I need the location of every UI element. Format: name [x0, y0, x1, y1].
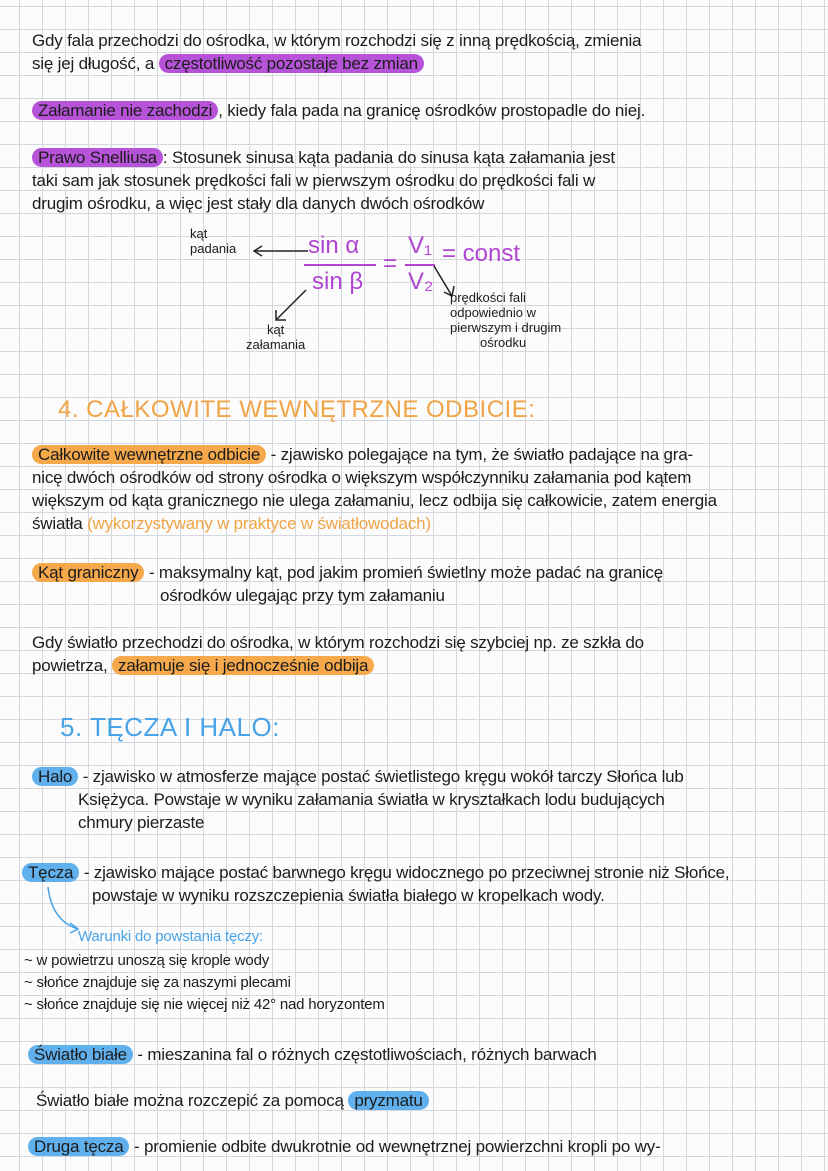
label-line: ośrodku [480, 335, 527, 350]
label-refraction [246, 322, 305, 352]
condition-item: ~ słońce znajduje się za naszymi plecami [24, 974, 291, 991]
p2-text: , kiedy fala pada na granicę ośrodków prostopadle do niej. [218, 101, 646, 120]
highlight-second-rainbow: Druga tęcza [28, 1137, 129, 1156]
p8-line2: powstaje w wyniku rozszczepienia światła białego w kropelkach wody. [92, 886, 605, 905]
formula-const: = const [442, 240, 521, 267]
formula-v1: V₁ [408, 232, 433, 259]
p3-text: : Stosunek sinusa kąta padania do sinusa kąta załamania jest [162, 148, 615, 167]
p3-line2: taki sam jak stosunek prędkości fali w pierwszym ośrodku do prędkości fali w [32, 171, 596, 190]
label-incidence [190, 226, 236, 256]
p6-text: powietrza, [32, 656, 113, 675]
highlight-frequency: częstotliwość pozostaje bez zmian [159, 54, 424, 73]
label-line: załamania [246, 337, 306, 352]
p1-line1: Gdy fala przechodzi do ośrodka, w którym rozchodzi się z inną prędkością, zmienia [32, 31, 642, 50]
heading-section-5: 5. TĘCZA I HALO: [60, 712, 280, 742]
highlight-no-refraction: Załamanie nie zachodzi [32, 101, 218, 120]
condition-item: ~ słońce znajduje się nie więcej niż 42° nad horyzontem [24, 996, 385, 1013]
arrow-down-left-icon [270, 288, 310, 324]
formula-numerator: sin α [308, 232, 360, 259]
highlight-white-light: Światło białe [28, 1045, 133, 1064]
p4-line3: większym od kąta granicznego nie ulega załamaniu, lecz odbija się całkowicie, zatem energia [32, 491, 717, 510]
highlight-snell-law: Prawo Snelliusa [32, 148, 163, 167]
condition-item: ~ w powietrzu unoszą się krople wody [24, 952, 270, 969]
p3-line3: drugim ośrodku, a więc jest stały dla danych dwóch ośrodków [32, 194, 485, 213]
formula-v2: V₂ [408, 268, 434, 295]
p9-text: - mieszanina fal o różnych częstotliwościach, różnych barwach [132, 1045, 597, 1064]
highlight-critical-angle: Kąt graniczny [32, 563, 144, 582]
highlight-total-internal-reflection: Całkowite wewnętrzne odbicie [32, 445, 266, 464]
highlight-halo: Halo [32, 767, 78, 786]
label-line: prędkości fali [450, 290, 526, 305]
p4-line1 [32, 444, 693, 466]
p5-line2: ośrodków ulegając przy tym załamaniu [160, 586, 445, 605]
note-fiber-optics: (wykorzystywany w praktyce w światłowodach) [87, 514, 431, 533]
p4-text: światła [32, 514, 88, 533]
label-line: kąt [266, 322, 285, 337]
p8-line1 [22, 862, 729, 884]
highlight-refracts-and-reflects: załamuje się i jednocześnie odbija [112, 656, 374, 675]
conditions-title: Warunki do powstania tęczy: [78, 928, 263, 945]
p3-line1 [32, 147, 615, 169]
p10-line [36, 1090, 429, 1112]
heading-section-4: 4. CAŁKOWITE WEWNĘTRZNE ODBICIE: [58, 396, 536, 423]
p7-line1 [32, 766, 684, 788]
label-speeds [450, 290, 561, 350]
p9-line [28, 1044, 597, 1066]
p1-line2 [32, 53, 424, 75]
p11-text: - promienie odbite dwukrotnie od wewnętrznej powierzchni kropli po wy- [129, 1137, 661, 1156]
p4-text: - zjawisko polegające na tym, że światło padające na gra- [266, 445, 693, 464]
p5-text: - maksymalny kąt, pod jakim promień świetlny może padać na granicę [144, 563, 663, 582]
p10-text: Światło białe można rozczepić za pomocą [36, 1091, 349, 1110]
p6-line1: Gdy światło przechodzi do ośrodka, w którym rozchodzi się szybciej np. ze szkła do [32, 633, 644, 652]
p8-text: - zjawisko mające postać barwnego kręgu widocznego po przeciwnej stronie niż Słońce, [79, 863, 730, 882]
p11-line [28, 1136, 660, 1158]
p5-line1 [32, 562, 663, 584]
formula-equals: = [383, 250, 398, 277]
p7-text: - zjawisko w atmosferze mające postać świetlistego kręgu wokół tarczy Słońca lub [78, 767, 684, 786]
p2-line [32, 100, 645, 122]
formula-denominator: sin β [312, 268, 364, 295]
p7-line2: Księżyca. Powstaje w wyniku załamania światła w kryształkach lodu budujących [78, 790, 665, 809]
p4-line2: nicę dwóch ośrodków od strony ośrodka o większym współczynniku załamania pod kątem [32, 468, 692, 487]
arrow-left-icon [250, 244, 310, 258]
p4-line4 [32, 513, 431, 535]
p6-line2 [32, 655, 374, 677]
p1-text: się jej długość, a [32, 54, 159, 73]
highlight-prism: pryzmatu [348, 1091, 428, 1110]
label-line: pierwszym i drugim [450, 320, 562, 335]
fraction-bar [304, 264, 376, 266]
p7-line3: chmury pierzaste [78, 813, 205, 832]
label-line: padania [190, 241, 237, 256]
label-line: kąt [190, 226, 208, 241]
highlight-rainbow: Tęcza [22, 863, 79, 882]
label-line: odpowiednio w [450, 305, 537, 320]
